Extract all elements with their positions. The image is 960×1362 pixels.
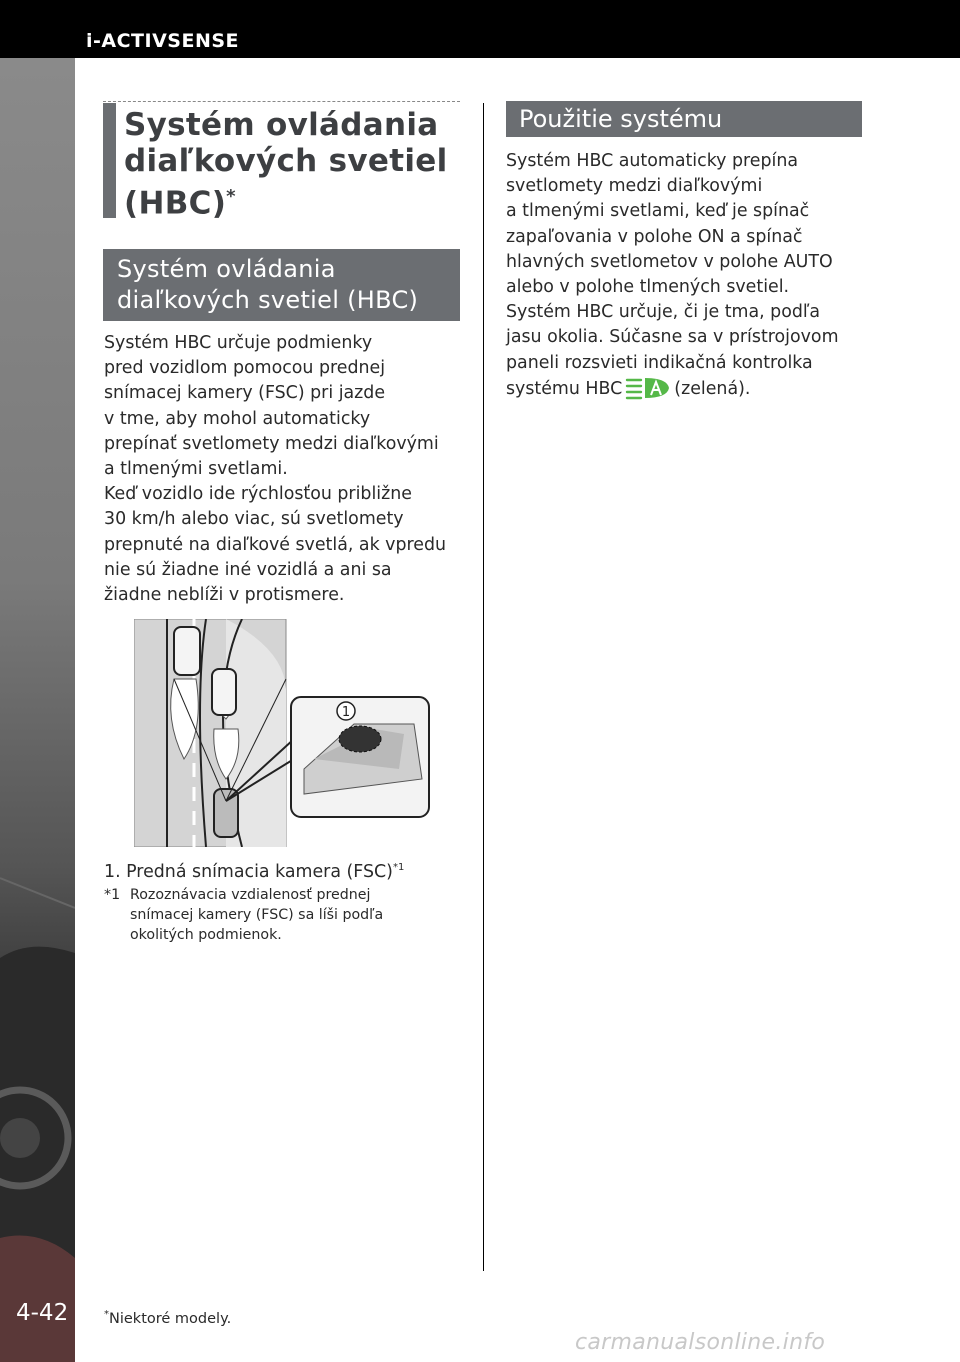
footnote-line: okolitých podmienok. bbox=[130, 927, 282, 943]
main-heading bbox=[103, 103, 460, 222]
right-para-line: svetlomety medzi diaľkovými bbox=[506, 176, 763, 197]
models-note bbox=[104, 1309, 231, 1327]
footnote-mark: *1 bbox=[104, 887, 121, 903]
left-para-line: v tme, aby mohol automaticky bbox=[104, 408, 371, 429]
hbc-illustration bbox=[134, 619, 431, 847]
footnote-line: Rozoznávacia vzdialenosť prednej bbox=[130, 887, 371, 903]
right-para-line: a tlmenými svetlami, keď je spínač bbox=[506, 201, 810, 222]
left-para-line: a tlmenými svetlami. bbox=[104, 459, 288, 480]
right-para-line: paneli rozsvieti indikačná kontrolka bbox=[506, 352, 813, 373]
models-note-text: Niektoré modely. bbox=[109, 1310, 232, 1327]
caption-ref: *1 bbox=[392, 862, 405, 874]
figure-caption bbox=[104, 862, 404, 882]
left-para-line: snímacej kamery (FSC) pri jazde bbox=[104, 383, 386, 404]
interior-photo-icon bbox=[0, 58, 75, 1362]
left-para-line: Keď vozidlo ide rýchlosťou približne bbox=[104, 484, 412, 505]
left-paragraph bbox=[104, 331, 446, 608]
sub-heading-line1: Systém ovládania bbox=[117, 255, 336, 283]
sub-heading-line2: diaľkových svetiel (HBC) bbox=[117, 286, 419, 314]
top-bar bbox=[0, 0, 960, 58]
right-paragraph bbox=[506, 149, 839, 402]
heading-rule bbox=[103, 101, 460, 102]
left-para-line: prepínať svetlomety medzi diaľkovými bbox=[104, 433, 439, 454]
models-note-star: * bbox=[104, 1309, 109, 1320]
right-para-line: hlavných svetlometov v polohe AUTO bbox=[506, 251, 833, 272]
caption-text: 1. Predná snímacia kamera (FSC) bbox=[104, 862, 393, 882]
heading-accent-bar bbox=[103, 103, 116, 218]
page-number: 4-42 bbox=[16, 1300, 69, 1326]
left-para-line: Systém HBC určuje podmienky bbox=[104, 333, 373, 353]
main-heading-line1: Systém ovládania bbox=[124, 107, 439, 143]
left-para-line: prepnuté na diaľkové svetlá, ak vpredu bbox=[104, 534, 447, 555]
watermark: carmanualsonline.info bbox=[575, 1330, 826, 1355]
model-star: * bbox=[226, 186, 236, 207]
right-last-before: systému HBC bbox=[506, 378, 623, 399]
left-para-line: nie sú žiadne iné vozidlá a ani sa bbox=[104, 559, 392, 580]
column-divider bbox=[483, 103, 484, 1271]
right-section-title: Použitie systému bbox=[519, 105, 723, 133]
section-name: i-ACTIVSENSE bbox=[86, 30, 240, 52]
left-para-line: pred vozidlom pomocou prednej bbox=[104, 358, 386, 379]
side-photo-strip bbox=[0, 58, 75, 1362]
right-para-line: alebo v polohe tlmených svetiel. bbox=[506, 277, 790, 298]
hbc-indicator-icon bbox=[625, 376, 671, 400]
main-heading-line2: diaľkových svetiel bbox=[124, 143, 448, 179]
right-para-line: Systém HBC určuje, či je tma, podľa bbox=[506, 302, 821, 323]
footnote-line: snímacej kamery (FSC) sa líši podľa bbox=[130, 907, 384, 923]
right-para-line: jasu okolia. Súčasne sa v prístrojovom bbox=[506, 327, 839, 348]
right-para-line: Systém HBC automaticky prepína bbox=[506, 151, 799, 171]
road-camera-diagram-icon bbox=[134, 619, 431, 847]
right-para-last-line bbox=[506, 376, 839, 402]
main-heading-line3: (HBC) bbox=[124, 185, 227, 222]
sub-heading bbox=[103, 249, 460, 321]
right-para-line: zapaľovania v polohe ON a spínač bbox=[506, 226, 803, 247]
right-last-after: (zelená). bbox=[674, 378, 751, 399]
left-para-line: žiadne neblíži v protismere. bbox=[104, 585, 345, 606]
callout-number: 1 bbox=[341, 705, 351, 720]
left-para-line: 30 km/h alebo viac, sú svetlomety bbox=[104, 509, 404, 530]
right-section-heading bbox=[506, 101, 862, 137]
